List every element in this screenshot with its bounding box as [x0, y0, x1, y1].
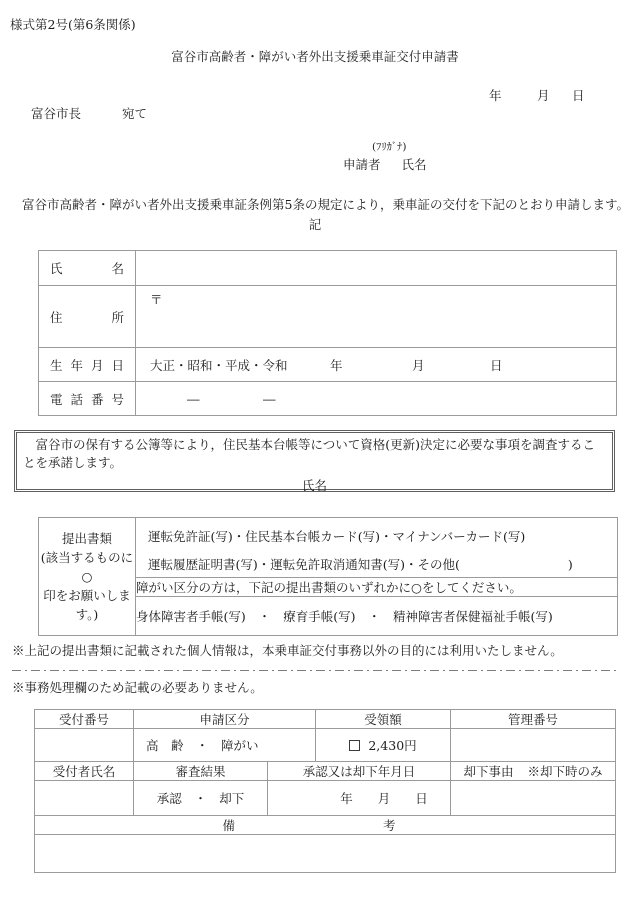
phone-dash: ―: [187, 391, 200, 406]
era-options[interactable]: 大正・昭和・平成・令和: [150, 357, 288, 373]
decision-date-cell[interactable]: [268, 781, 451, 816]
documents-general-options-cell[interactable]: [136, 518, 618, 578]
addressee-name: 富谷市長: [31, 106, 82, 121]
admin-value-row-1: [35, 729, 616, 762]
receipt-no-header: 受付番号: [35, 710, 134, 729]
remarks-label-left: 備: [222, 818, 235, 833]
applicant-label: 申請者: [343, 157, 381, 172]
birth-label-char: 年: [70, 357, 83, 373]
remarks-header-row: [35, 816, 616, 835]
disability-options-cell[interactable]: 身体障害者手帳(写) ・ 療育手帳(写) ・ 精神障害者保健福祉手帳(写): [136, 597, 618, 636]
form-number: 様式第2号(第6条関係): [10, 17, 136, 32]
documents-label-line: (該当するものに○: [40, 550, 134, 584]
amount-cell[interactable]: [316, 729, 451, 762]
name-label-char: 名: [111, 261, 124, 276]
address-input-cell[interactable]: [136, 286, 617, 348]
documents-option-line-2[interactable]: [148, 555, 617, 575]
name-label-cell: [39, 251, 136, 286]
birth-month-label: 月: [412, 357, 425, 373]
result-options-cell[interactable]: 承認 ・ 却下: [134, 781, 268, 816]
date-day-label: 日: [572, 88, 585, 103]
page-title: 富谷市高齢者・障がい者外出支援乗車証交付申請書: [171, 49, 459, 64]
phone-label-cell: [39, 382, 136, 416]
birth-day-label: 日: [490, 357, 503, 373]
fee-amount: 2,430円: [368, 738, 417, 753]
addressee-suffix: 宛て: [122, 106, 148, 121]
disability-note-cell: 障がい区分の方は，下記の提出書類のいずれかに○をしてください。: [136, 578, 618, 597]
ki-marker: 記: [308, 217, 322, 232]
admin-header-row-1: [35, 710, 616, 729]
addressee-line: [31, 104, 147, 122]
consent-name-field[interactable]: 氏名: [301, 478, 327, 493]
address-label-char: 住: [50, 309, 63, 325]
applicant-info-table: [38, 250, 617, 416]
decision-date-header: 承認又は却下年月日: [268, 762, 451, 781]
remarks-value-row: [35, 835, 616, 873]
documents-other-label: 運転履歴証明書(写)・運転免許取消通知書(写)・その他(: [148, 557, 460, 572]
documents-label-cell: [39, 518, 136, 636]
phone-row: [39, 382, 617, 416]
documents-other-close: ): [567, 557, 573, 572]
address-label-char: 所: [111, 309, 124, 325]
fee-checkbox-icon[interactable]: [349, 740, 360, 751]
receipt-no-cell[interactable]: [35, 729, 134, 762]
name-row: [39, 251, 617, 286]
privacy-note: ※上記の提出書類に記載された個人情報は，本乗車証交付事務以外の目的には利用いたしません。: [12, 643, 563, 658]
category-options-cell[interactable]: 高 齢 ・ 障がい: [134, 729, 316, 762]
applicant-line: [343, 155, 427, 173]
remarks-label-right: 考: [383, 818, 396, 833]
applicant-name-label: 氏名: [401, 157, 427, 172]
documents-option-line-1[interactable]: 運転免許証(写)・住民基本台帳カード(写)・マイナンバーカード(写): [148, 529, 526, 544]
date-month-label: 月: [537, 88, 550, 103]
date-year-label: 年: [489, 88, 502, 103]
admin-value-row-2: [35, 781, 616, 816]
rejection-reason-cell[interactable]: [451, 781, 616, 816]
documents-table: [38, 517, 618, 636]
birth-label-char: 月: [90, 357, 104, 373]
cut-separator-line: [12, 670, 618, 671]
birthdate-input-cell[interactable]: [136, 348, 617, 382]
furigana-label: (ﾌﾘｶﾞﾅ): [372, 141, 407, 153]
address-label-cell: [39, 286, 136, 348]
office-use-note: ※事務処理欄のため記載の必要ありません。: [12, 680, 263, 695]
birth-year-label: 年: [330, 357, 343, 373]
consent-text: 富谷市の保有する公簿等により，住民基本台帳等について資格(更新)決定に必要な事項を調査することを承諾します。: [23, 437, 596, 470]
birthdate-row: [39, 348, 617, 382]
rejection-header: 却下事由: [463, 764, 514, 779]
receiver-cell[interactable]: [35, 781, 134, 816]
phone-label-char: 号: [111, 391, 124, 407]
name-label-char: 氏: [50, 261, 63, 276]
office-use-table: [34, 709, 616, 873]
remarks-cell[interactable]: [35, 835, 616, 873]
phone-label-char: 電: [50, 391, 63, 407]
documents-label-line: 提出書類: [61, 531, 112, 546]
phone-input-cell[interactable]: [136, 382, 617, 416]
control-no-header: 管理番号: [451, 710, 616, 729]
intro-paragraph: 富谷市高齢者・障がい者外出支援乗車証条例第5条の規定により，乗車証の交付を下記のとおり申請します。: [22, 197, 629, 212]
rejection-note: ※却下時のみ: [527, 764, 603, 779]
address-row: [39, 286, 617, 348]
phone-label-char: 話: [70, 391, 83, 407]
decision-date-placeholder: 年 月 日: [340, 791, 428, 806]
postal-mark: 〒: [150, 292, 163, 307]
amount-header: 受領額: [316, 710, 451, 729]
birth-label-char: 日: [111, 357, 124, 373]
documents-row-general: [39, 518, 618, 578]
consent-box: [14, 430, 615, 492]
category-header: 申請区分: [134, 710, 316, 729]
receiver-header: 受付者氏名: [35, 762, 134, 781]
result-header: 審査結果: [134, 762, 268, 781]
phone-label-char: 番: [90, 391, 104, 407]
name-input-cell[interactable]: [136, 251, 617, 286]
documents-label-line: 印をお願いします。): [43, 588, 131, 622]
phone-dash: ―: [263, 391, 276, 406]
remarks-header-cell: [35, 816, 616, 835]
birth-label-char: 生: [50, 357, 63, 373]
admin-header-row-2: [35, 762, 616, 781]
control-no-cell[interactable]: [451, 729, 616, 762]
birthdate-label-cell: [39, 348, 136, 382]
rejection-header-cell: [451, 762, 616, 781]
